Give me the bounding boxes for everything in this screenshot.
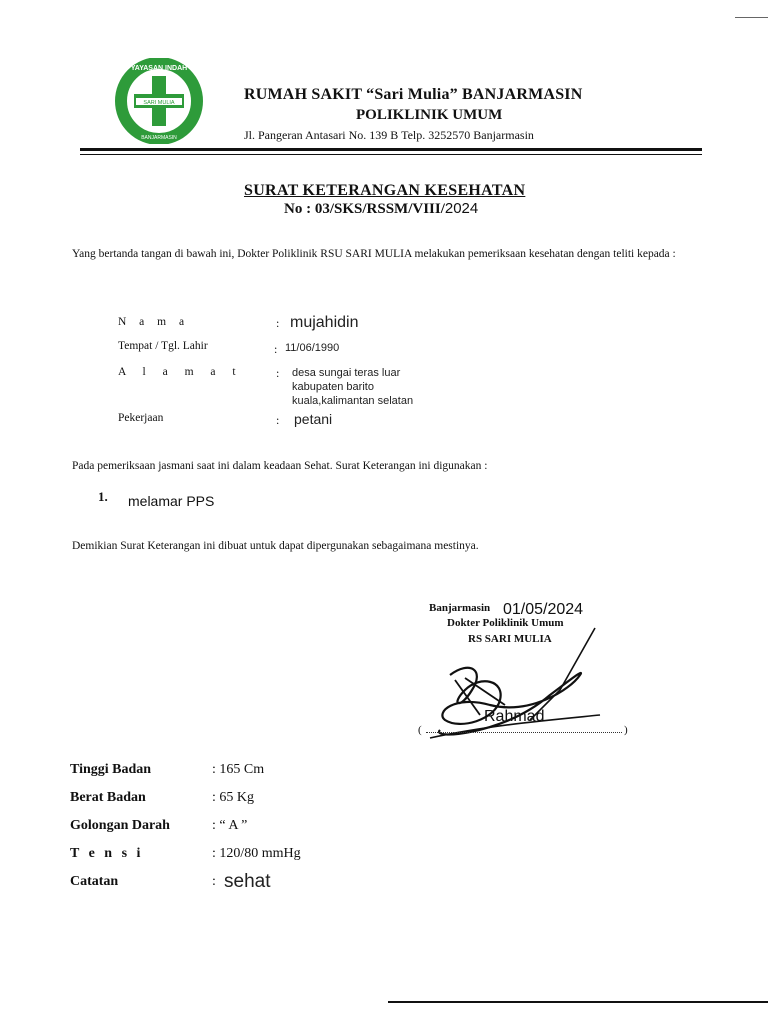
hospital-address: Jl. Pangeran Antasari No. 139 B Telp. 3252570 Banjarmasin [244, 128, 534, 142]
signature-paren-open: ( [418, 724, 422, 736]
birth-label: Tempat / Tgl. Lahir [118, 340, 208, 352]
document-title: SURAT KETERANGAN KESEHATAN [244, 182, 526, 199]
scan-edge-line [735, 17, 768, 18]
document-number [284, 200, 478, 218]
logo-ring-text: YAYASAN INDAH [130, 65, 188, 72]
weight-label: Berat Badan [70, 790, 146, 805]
hospital-name: RUMAH SAKIT “Sari Mulia” BANJARMASIN [244, 86, 583, 103]
birth-colon: : [274, 342, 278, 356]
unit-name: POLIKLINIK UMUM [356, 107, 503, 123]
name-colon: : [276, 316, 280, 330]
notes-colon: : [212, 874, 216, 889]
tension-label: T e n s i [70, 846, 144, 861]
job-label: Pekerjaan [118, 412, 164, 424]
weight-value: : 65 Kg [212, 790, 254, 805]
header-rule-thick [80, 148, 702, 151]
signer-institution: RS SARI MULIA [468, 633, 552, 645]
tension-value: : 120/80 mmHg [212, 846, 301, 861]
hospital-logo [112, 58, 206, 144]
document-number-year: 2024 [444, 200, 479, 217]
address-colon: : [276, 366, 280, 380]
purpose-number: 1. [98, 489, 108, 504]
notes-value: sehat [224, 871, 271, 892]
job-value: petani [294, 411, 333, 427]
doctor-name: Rahmad [484, 708, 545, 725]
address-line-2: kabupaten barito [292, 381, 374, 393]
signature-paren-close: ) [624, 724, 628, 736]
intro-paragraph: Yang bertanda tangan di bawah ini, Dokter Poliklinik RSU SARI MULIA melakukan pemeriksaan kesehatan dengan teliti kepada : [72, 248, 676, 260]
closing-statement: Demikian Surat Keterangan ini dibuat untuk dapat dipergunakan sebagaimana mestinya. [72, 540, 479, 552]
signer-role: Dokter Poliklinik Umum [447, 617, 564, 629]
document-number-prefix: No : 03/SKS/RSSM/VIII/ [284, 201, 445, 217]
birth-value: 11/06/1990 [285, 342, 340, 354]
signature-place: Banjarmasin [429, 602, 491, 614]
name-label: N a m a [118, 316, 190, 328]
logo-bottom-text: BANJARMASIN [141, 135, 177, 141]
name-value: mujahidin [290, 314, 359, 331]
bottom-scan-line [388, 1001, 768, 1003]
address-label: A l a m a t [118, 366, 243, 378]
signature-dotted-line [426, 728, 622, 733]
purpose-text: melamar PPS [128, 493, 215, 509]
blood-type-value: : “ A ” [212, 818, 248, 833]
blood-type-label: Golongan Darah [70, 818, 170, 833]
notes-label: Catatan [70, 874, 119, 889]
address-line-1: desa sungai teras luar [292, 367, 401, 379]
logo-center-text: SARI MULIA [143, 100, 175, 106]
height-label: Tinggi Badan [70, 762, 152, 777]
address-line-3: kuala,kalimantan selatan [292, 395, 414, 407]
examination-statement: Pada pemeriksaan jasmani saat ini dalam keadaan Sehat. Surat Keterangan ini digunakan : [72, 460, 488, 472]
signature-date: 01/05/2024 [503, 601, 584, 618]
height-value: : 165 Cm [212, 762, 265, 777]
job-colon: : [276, 413, 280, 427]
header-rule-thin [80, 154, 702, 155]
